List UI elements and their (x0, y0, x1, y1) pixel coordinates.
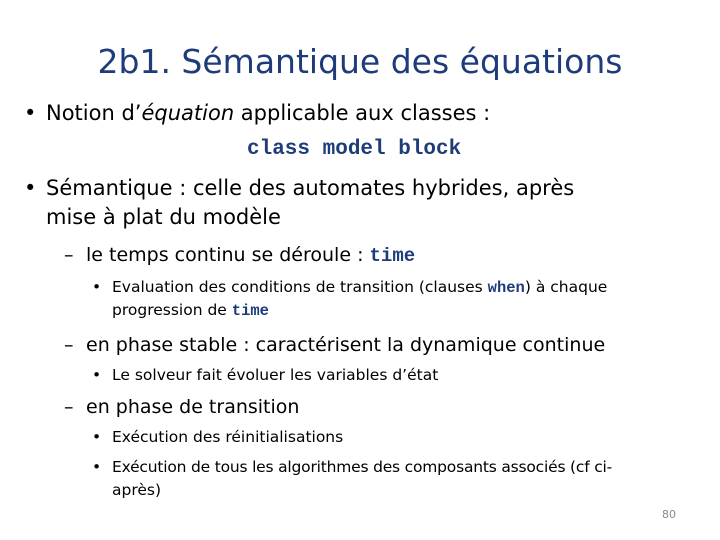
code-time: time (369, 245, 416, 267)
detail-text: ) à chaque (524, 278, 608, 296)
bullet-1-suffix: applicable aux classes : (234, 101, 491, 125)
slide-title: 2b1. Sémantique des équations (97, 42, 623, 81)
bullet-marker: • (92, 458, 102, 476)
sub-item-1-text: le temps continu se déroule : (86, 244, 370, 266)
detail-text: progression de (112, 301, 232, 319)
bullet-marker: • (92, 366, 102, 384)
sub-item-2-text: en phase stable : caractérisent la dynamique continue (86, 334, 606, 356)
dash-marker: – (64, 244, 74, 266)
code-time: time (231, 302, 269, 320)
sub-item-3-detail-2-line-2: après) (112, 481, 162, 499)
bullet-1-emphasis: équation (141, 101, 235, 125)
bullet-1-prefix: Notion d’ (46, 101, 142, 125)
bullet-marker: • (24, 101, 37, 125)
detail-text: Exécution de tous les algorithmes des composants associés (cf ci- (112, 458, 613, 476)
code-keywords: class model block (247, 138, 462, 161)
dash-marker: – (64, 334, 74, 356)
bullet-marker: • (24, 176, 37, 200)
bullet-2-line-2: mise à plat du modèle (46, 205, 281, 229)
bullet-2-line-1: Sémantique : celle des automates hybrides, après (46, 176, 575, 200)
detail-text: Le solveur fait évoluer les variables d’état (112, 366, 439, 384)
bullet-marker: • (92, 278, 102, 296)
sub-item-1-detail-line-2 (112, 301, 269, 320)
dash-marker: – (64, 396, 74, 418)
page-number: 80 (662, 508, 676, 521)
detail-text: Evaluation des conditions de transition (clauses (112, 278, 488, 296)
detail-text: Exécution des réinitialisations (112, 428, 344, 446)
bullet-marker: • (92, 428, 102, 446)
sub-item-3-text: en phase de transition (86, 396, 300, 418)
code-when: when (487, 279, 525, 297)
